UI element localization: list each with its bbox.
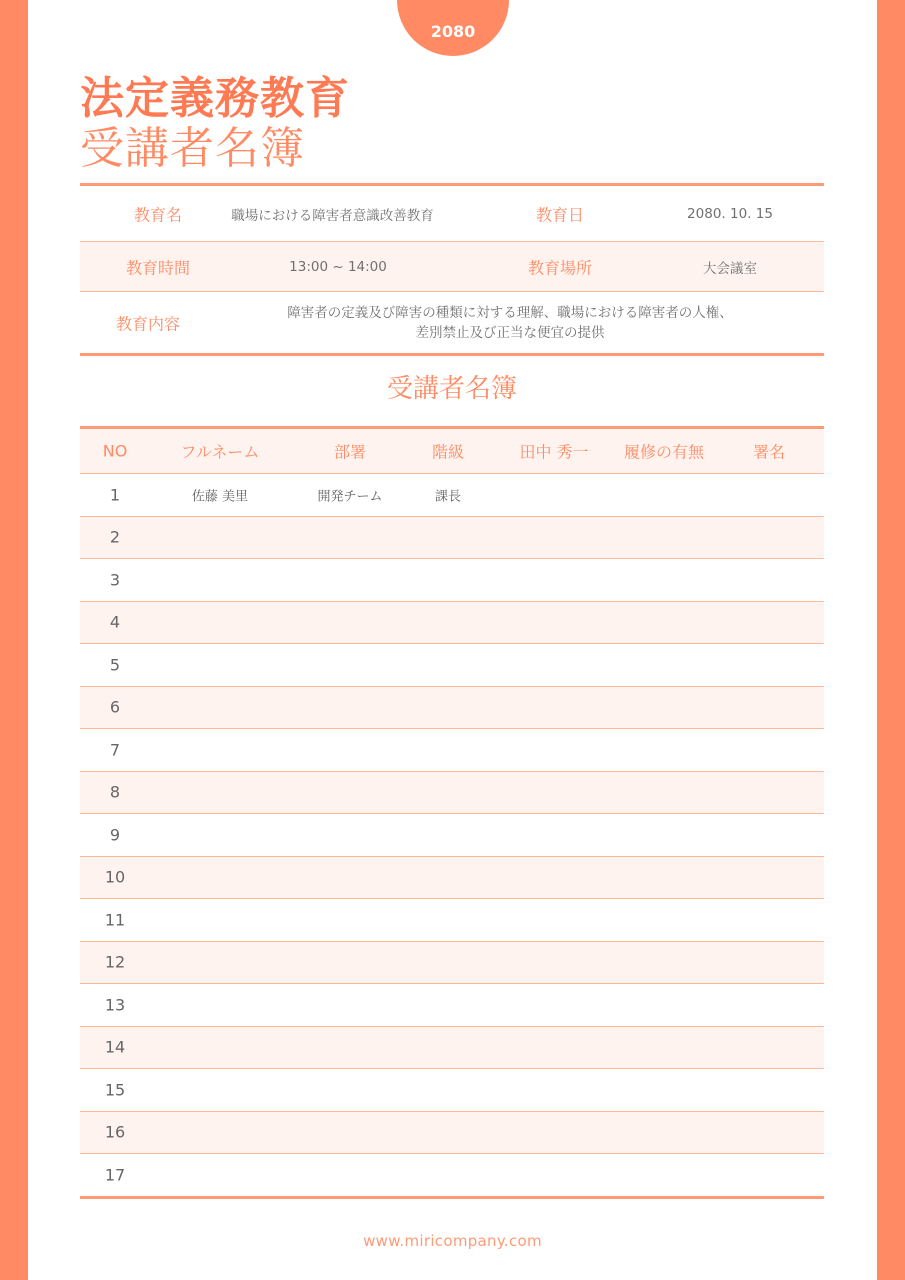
left-accent-bar — [0, 0, 28, 1280]
column-header-signature: 署名 — [752, 442, 785, 462]
cell-no: 10 — [104, 867, 126, 887]
cell-no: 6 — [109, 697, 121, 717]
footer-url: www.miricompany.com — [363, 1232, 542, 1250]
table-row — [80, 559, 824, 602]
course-content-line-1: 障害者の定義及び障害の種類に対する理解、職場における障害者の人権、 — [287, 304, 733, 321]
cell-no: 1 — [109, 485, 121, 505]
table-row — [80, 899, 824, 942]
cell-no: 3 — [109, 570, 121, 590]
course-time-label: 教育時間 — [125, 258, 190, 277]
cell-no: 8 — [109, 782, 121, 802]
course-content-value — [230, 303, 790, 343]
cell-dept: 開発チーム — [317, 489, 383, 505]
column-header-col5: 田中 秀一 — [519, 442, 589, 462]
course-time-value: 13:00 ~ 14:00 — [289, 258, 387, 275]
cell-no: 9 — [109, 825, 121, 845]
document-title: 法定義務教育 — [80, 73, 350, 124]
course-content-label: 教育内容 — [115, 314, 180, 333]
cell-no: 17 — [104, 1165, 126, 1185]
info-row-course — [80, 183, 824, 241]
table-row — [80, 942, 824, 985]
course-name-value: 職場における障害者意識改善教育 — [231, 207, 434, 224]
document-subtitle: 受講者名簿 — [80, 123, 305, 174]
course-name-label: 教育名 — [133, 205, 182, 224]
course-place-label: 教育場所 — [527, 258, 592, 277]
column-header-no: NO — [102, 441, 128, 461]
year-label: 2080 — [430, 22, 476, 41]
column-header-dept: 部署 — [333, 442, 366, 462]
table-row — [80, 814, 824, 857]
table-row — [80, 644, 824, 687]
right-accent-bar — [877, 0, 905, 1280]
table-row — [80, 1154, 824, 1199]
table-row — [80, 857, 824, 900]
table-row — [80, 687, 824, 730]
table-row — [80, 1112, 824, 1155]
cell-no: 2 — [109, 527, 121, 547]
cell-no: 12 — [104, 952, 126, 972]
table-row — [80, 984, 824, 1027]
info-row-content — [80, 291, 824, 356]
table-row — [80, 1069, 824, 1112]
table-row — [80, 602, 824, 645]
cell-no: 15 — [104, 1080, 126, 1100]
cell-no: 14 — [104, 1037, 126, 1057]
course-date-value: 2080. 10. 15 — [687, 205, 773, 222]
roster-title: 受講者名簿 — [386, 374, 517, 404]
cell-no: 5 — [109, 655, 121, 675]
cell-no: 11 — [104, 910, 126, 930]
roster-body — [80, 474, 824, 1199]
info-row-time — [80, 241, 824, 291]
column-header-completion: 履修の有無 — [623, 442, 704, 462]
cell-name: 佐藤 美里 — [191, 489, 249, 505]
course-date-label: 教育日 — [535, 205, 584, 224]
table-row — [80, 1027, 824, 1070]
cell-no: 7 — [109, 740, 121, 760]
cell-no: 4 — [109, 612, 121, 632]
roster-header-row — [80, 426, 824, 474]
cell-no: 16 — [104, 1122, 126, 1142]
table-row — [80, 474, 824, 517]
cell-no: 13 — [104, 995, 126, 1015]
table-row — [80, 729, 824, 772]
table-row — [80, 772, 824, 815]
roster-table — [80, 426, 824, 1199]
course-place-value: 大会議室 — [703, 260, 757, 277]
cell-rank: 課長 — [434, 489, 461, 505]
table-row — [80, 517, 824, 560]
column-header-name: フルネーム — [180, 442, 260, 462]
course-content-line-2: 差別禁止及び正当な便宜の提供 — [415, 324, 605, 341]
column-header-rank: 階級 — [431, 442, 464, 462]
course-info-table — [80, 183, 824, 356]
